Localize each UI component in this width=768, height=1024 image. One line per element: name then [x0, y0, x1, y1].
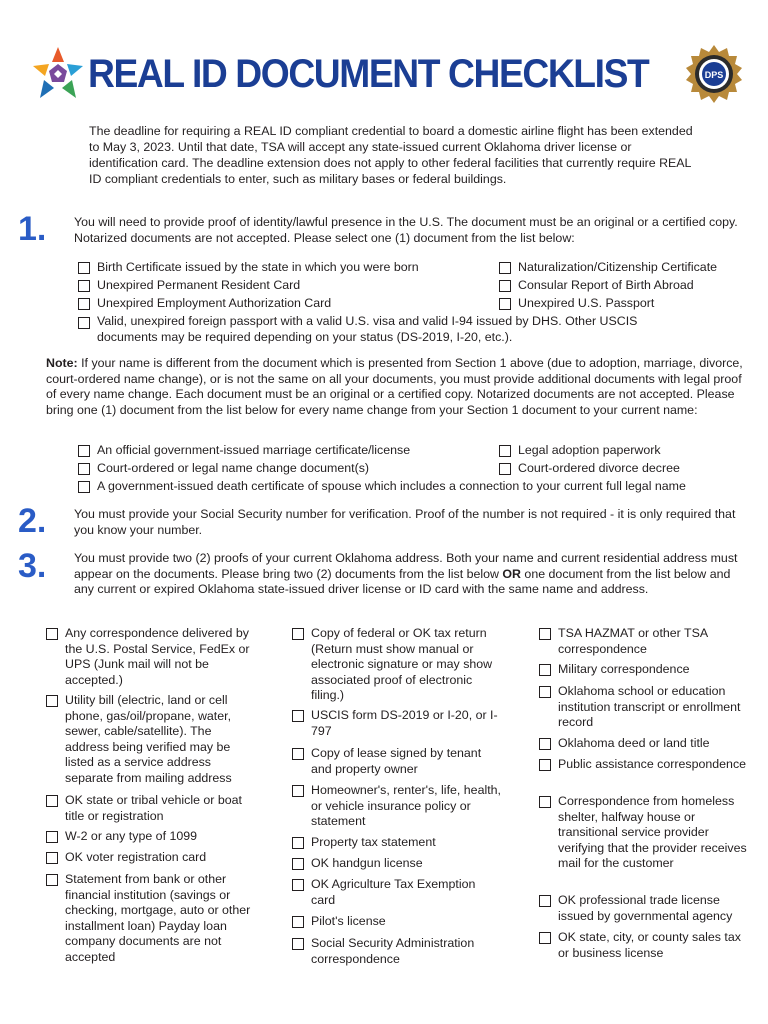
checkbox[interactable] — [292, 858, 304, 870]
section-1-item: Consular Report of Birth Abroad — [518, 278, 694, 292]
address-proof-item: Social Security Administration correspondence — [311, 936, 475, 966]
section-1-number: 1. — [18, 210, 47, 248]
checkbox[interactable] — [499, 262, 511, 274]
note-item: Legal adoption paperwork — [518, 443, 661, 457]
address-proof-item: Oklahoma deed or land title — [558, 736, 710, 750]
checkbox[interactable] — [78, 445, 90, 457]
checkbox[interactable] — [292, 748, 304, 760]
checkbox[interactable] — [46, 795, 58, 807]
checkbox[interactable] — [499, 463, 511, 475]
address-proof-item: W-2 or any type of 1099 — [65, 829, 198, 843]
checkbox[interactable] — [78, 280, 90, 292]
section-1-item: Unexpired Permanent Resident Card — [97, 278, 301, 292]
checkbox[interactable] — [539, 686, 551, 698]
checkbox[interactable] — [292, 938, 304, 950]
address-proof-item: Public assistance correspondence — [558, 757, 747, 771]
address-proof-item: Copy of federal or OK tax return (Return must show manual or electronic signature or may show associated proof of electronic filing.) — [311, 626, 493, 702]
address-proof-item: OK Agriculture Tax Exemption card — [311, 877, 476, 907]
section-1-text: You will need to provide proof of identity/lawful presence in the U.S. The document must be an original or a certified copy. Notarized documents are not accepted. Please select one (1) document from the list below: — [74, 215, 738, 245]
checkbox[interactable] — [292, 628, 304, 640]
section-3-text — [74, 551, 750, 598]
address-proof-item: USCIS form DS-2019 or I-20, or I-797 — [311, 708, 498, 738]
checkbox[interactable] — [499, 280, 511, 292]
checkbox[interactable] — [78, 317, 90, 329]
note-label: Note: — [46, 356, 78, 370]
section-3-number: 3. — [18, 547, 47, 585]
checkbox[interactable] — [292, 916, 304, 928]
checkbox[interactable] — [539, 759, 551, 771]
section-1-item: Unexpired U.S. Passport — [518, 296, 655, 310]
section-1-item: Naturalization/Citizenship Certificate — [518, 260, 718, 274]
address-proof-item: Utility bill (electric, land or cell phone, gas/oil/propane, water, sewer, cable/satellite). The address being verified may be listed as a service address separate from mailing address — [65, 693, 232, 785]
checkbox[interactable] — [46, 874, 58, 886]
section-2-number: 2. — [18, 502, 47, 540]
checkbox[interactable] — [46, 831, 58, 843]
checkbox[interactable] — [46, 695, 58, 707]
oklahoma-logo — [32, 46, 84, 102]
badge-text: DPS — [704, 70, 724, 80]
address-proof-item: OK state or tribal vehicle or boat title or registration — [65, 793, 242, 823]
note-text: If your name is different from the document which is presented from Section 1 above (due to adoption, marriage, divorce, court-ordered name change), or is not the same on all your documents, you must provide additional documents with legal proof of every name change. Each document must be an original or a certified copy. Notarized documents are not accepted. Please bring one (1) document from the list below for every name change from your Section 1 document to your current name: — [46, 356, 743, 417]
checkbox[interactable] — [539, 664, 551, 676]
section-3-or: OR — [502, 566, 521, 581]
address-proof-item: Any correspondence delivered by the U.S. Postal Service, FedEx or UPS (Junk mail will not be accepted.) — [65, 626, 250, 687]
address-proof-item: Property tax statement — [311, 835, 436, 849]
address-proof-item: OK voter registration card — [65, 850, 207, 864]
note-item: An official government-issued marriage certificate/license — [97, 443, 411, 457]
checkbox[interactable] — [292, 785, 304, 797]
checkbox[interactable] — [78, 481, 90, 493]
address-proof-item: OK professional trade license issued by governmental agency — [558, 893, 733, 923]
address-proof-item: Copy of lease signed by tenant and property owner — [311, 746, 482, 776]
address-proof-item: Correspondence from homeless shelter, halfway house or transitional service provider verifying that the provider receives mail for the customer — [558, 794, 747, 870]
section-1-item: Unexpired Employment Authorization Card — [97, 296, 332, 310]
checkbox[interactable] — [292, 879, 304, 891]
address-proof-item: OK handgun license — [311, 856, 423, 870]
section-1-item: Valid, unexpired foreign passport with a valid U.S. visa and valid I-94 issued by DHS. Other USCIS documents may be required depending on your status (DS-2019, I-20, etc.). — [97, 314, 638, 344]
checkbox[interactable] — [78, 463, 90, 475]
address-proof-item: OK state, city, or county sales tax or business license — [558, 930, 741, 960]
checkbox[interactable] — [499, 298, 511, 310]
checkbox[interactable] — [539, 895, 551, 907]
address-proof-item: Military correspondence — [558, 662, 690, 676]
checkbox[interactable] — [539, 738, 551, 750]
address-proof-item: Homeowner's, renter's, life, health, or vehicle insurance policy or statement — [311, 783, 501, 828]
section-3-text-b: one document from the list below and any current or expired Oklahoma state-issued driver license or ID card with the same name and address. — [74, 566, 731, 596]
checkbox[interactable] — [539, 796, 551, 808]
address-proof-item: TSA HAZMAT or other TSA correspondence — [558, 626, 708, 656]
checkbox[interactable] — [78, 262, 90, 274]
checkbox[interactable] — [292, 710, 304, 722]
checkbox[interactable] — [539, 628, 551, 640]
intro-paragraph: The deadline for requiring a REAL ID compliant credential to board a domestic airline flight has been extended to May 3, 2023. Until that date, TSA will accept any state-issued current Oklahoma driver license or identification card. The deadline extension does not apply to other federal facilities that currently require REAL ID compliant credentials to enter, such as military bases or federal buildings. — [89, 124, 693, 186]
section-2-text: You must provide your Social Security number for verification. Proof of the number is not required - it is only required that you know your number. — [74, 507, 736, 537]
address-proof-item: Statement from bank or other financial institution (savings or checking, mortgage, auto or other installment loan) Payday loan company documents are not accepted — [65, 872, 251, 964]
note-item: Court-ordered divorce decree — [518, 461, 680, 475]
checkbox[interactable] — [46, 852, 58, 864]
checkbox[interactable] — [46, 628, 58, 640]
checkbox[interactable] — [539, 932, 551, 944]
note-item: Court-ordered or legal name change document(s) — [97, 461, 370, 475]
address-proof-item: Oklahoma school or education institution transcript or enrollment record — [558, 684, 741, 729]
checkbox[interactable] — [78, 298, 90, 310]
section-3-text-a: You must provide two (2) proofs of your current Oklahoma address. Both your name and current residential address must appear on the documents. Please bring two (2) documents from the list below — [74, 551, 738, 581]
checkbox[interactable] — [292, 837, 304, 849]
checkbox[interactable] — [499, 445, 511, 457]
address-proof-item: Pilot's license — [311, 914, 386, 928]
section-1-item: Birth Certificate issued by the state in which you were born — [97, 260, 419, 274]
dps-badge-seal — [684, 44, 744, 104]
note-item: A government-issued death certificate of spouse which includes a connection to your current full legal name — [97, 479, 686, 493]
page-title: REAL ID DOCUMENT CHECKLIST — [88, 52, 649, 96]
note-paragraph — [46, 356, 746, 418]
